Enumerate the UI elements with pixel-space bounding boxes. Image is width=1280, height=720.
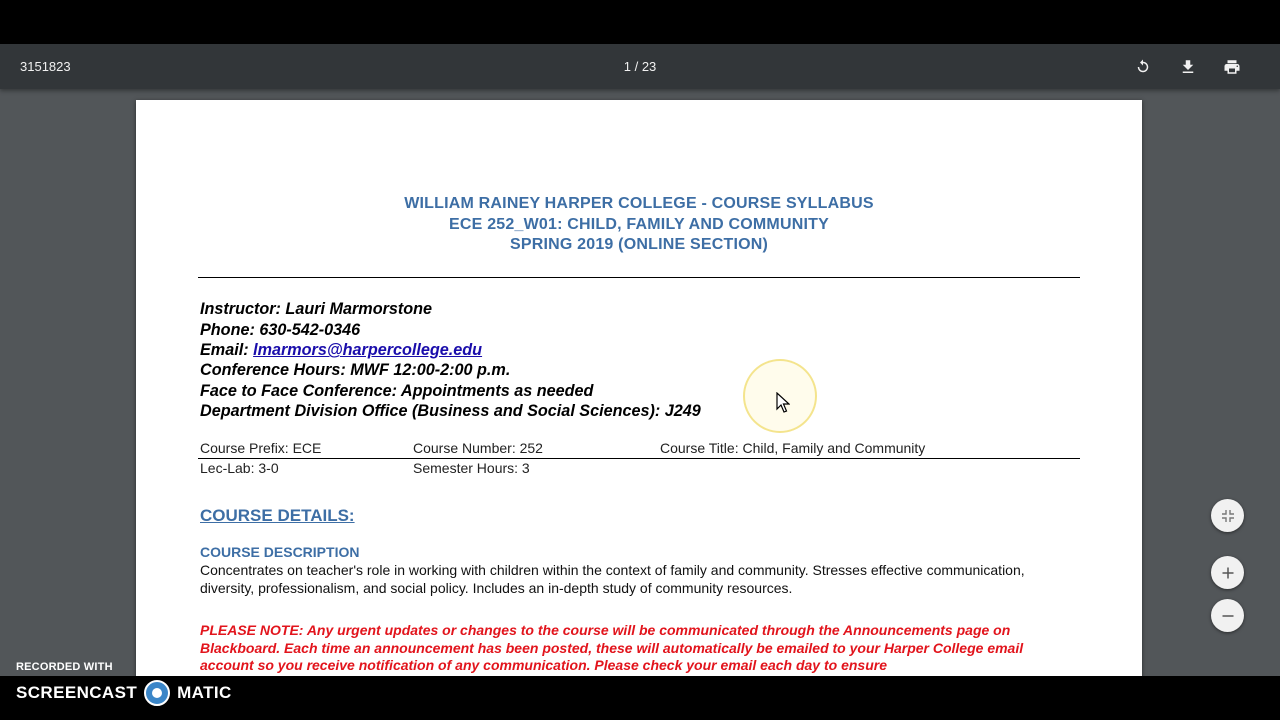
- fit-page-icon: [1221, 509, 1235, 523]
- pdf-page: [136, 100, 1142, 676]
- mouse-pointer-icon: [776, 392, 790, 414]
- document-title: 3151823: [20, 59, 71, 74]
- screencast-logo-icon: [144, 680, 170, 706]
- zoom-out-button[interactable]: [1211, 599, 1244, 632]
- syllabus-title-line-2: ECE 252_W01: CHILD, FAMILY AND COMMUNITY: [449, 216, 829, 233]
- semester-hours: Semester Hours: 3: [413, 460, 530, 476]
- zoom-in-icon: [1221, 566, 1235, 580]
- conference-hours-line: Conference Hours: MWF 12:00-2:00 p.m.: [200, 361, 511, 379]
- syllabus-title-line-3: SPRING 2019 (ONLINE SECTION): [509, 236, 769, 253]
- instructor-line: Instructor: Lauri Marmorstone: [200, 300, 433, 318]
- course-description-text: Concentrates on teacher's role in working with children within the context of family and community. Stresses effective communication, diversity, professionalism, and social policy. Includes an in-depth study of community resources.: [200, 562, 1025, 596]
- rotate-button[interactable]: [1130, 54, 1156, 80]
- pdf-toolbar: [0, 44, 1280, 89]
- page-indicator[interactable]: [600, 59, 680, 74]
- course-details-heading: COURSE DETAILS:: [200, 506, 355, 525]
- department-office-line: Department Division Office (Business and Social Sciences): J249: [200, 402, 701, 420]
- watermark-right: MATIC: [177, 683, 232, 702]
- print-icon: [1223, 58, 1241, 76]
- watermark-recorded-with: RECORDED WITH: [16, 661, 113, 673]
- watermark-left: SCREENCAST: [16, 683, 138, 702]
- course-description-heading: COURSE DESCRIPTION: [200, 544, 360, 560]
- course-title: Course Title: Child, Family and Community: [660, 440, 926, 456]
- course-info-divider: [198, 458, 1080, 459]
- face-to-face-line: Face to Face Conference: Appointments as needed: [200, 382, 594, 400]
- zoom-out-icon: [1221, 609, 1235, 623]
- email-line: [200, 341, 482, 360]
- syllabus-title-line-1: WILLIAM RAINEY HARPER COLLEGE - COURSE SYLLABUS: [404, 195, 874, 212]
- page-separator: /: [634, 59, 639, 74]
- lec-lab: Lec-Lab: 3-0: [200, 460, 279, 476]
- download-icon: [1179, 58, 1197, 76]
- download-button[interactable]: [1175, 54, 1201, 80]
- current-page[interactable]: 1: [623, 59, 631, 74]
- email-label: Email:: [200, 341, 254, 359]
- phone-line: Phone: 630-542-0346: [200, 321, 361, 339]
- course-number: Course Number: 252: [413, 440, 543, 456]
- course-prefix: Course Prefix: ECE: [200, 440, 322, 456]
- fit-page-button[interactable]: [1211, 499, 1244, 532]
- zoom-in-button[interactable]: [1211, 556, 1244, 589]
- rotate-icon: [1134, 58, 1152, 76]
- header-divider: [198, 277, 1080, 278]
- top-letterbox: [0, 0, 1280, 44]
- screencast-o-matic-watermark: [16, 680, 232, 706]
- please-note-text: PLEASE NOTE: Any urgent updates or changes to the course will be communicated through the Announcements page on Blackboard. Each time an announcement has been posted, these will automatically be emailed to your Harper College email account so you receive notification of any communication. Please check your email each day to ensure: [200, 622, 1024, 673]
- pdf-viewer[interactable]: [0, 89, 1280, 676]
- email-link[interactable]: lmarmors@harpercollege.edu: [253, 341, 483, 359]
- print-button[interactable]: [1219, 54, 1245, 80]
- total-pages: 23: [641, 59, 657, 74]
